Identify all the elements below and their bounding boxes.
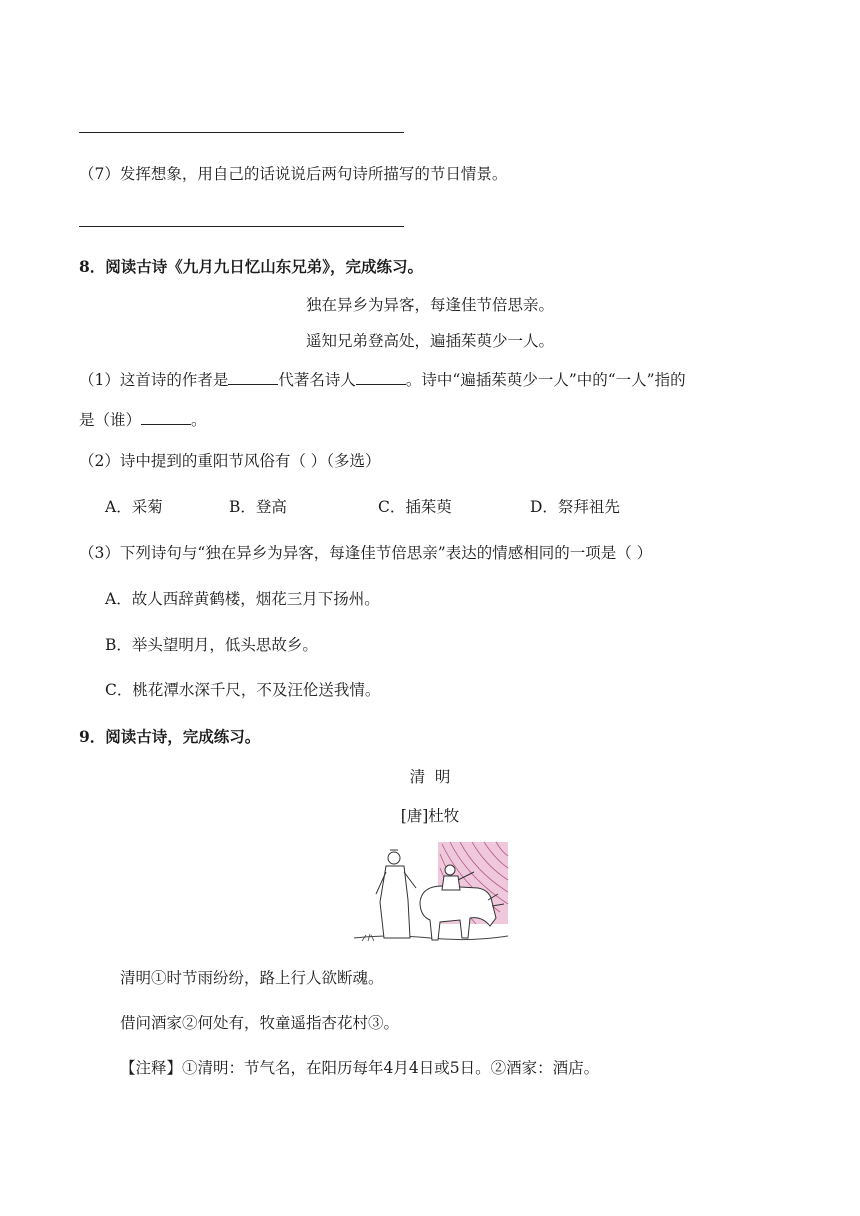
fill-blank[interactable] [356, 370, 406, 385]
option[interactable]: B．举头望明月，低头思故乡。 [105, 636, 318, 654]
answer-line [79, 226, 404, 227]
poem-line: 遥知兄弟登高处，遍插茱萸少一人。 [305, 332, 554, 350]
option[interactable]: A．故人西辞黄鹤楼，烟花三月下扬州。 [105, 590, 380, 608]
sub1-text: 是（谁） [79, 411, 142, 429]
question-8-sub1 [79, 370, 686, 390]
option[interactable]: B．登高 [229, 498, 287, 516]
poem-line: 借问酒家②何处有，牧童遥指杏花村③。 [120, 1014, 400, 1032]
annotation: 【注释】①清明：节气名，在阳历每年4月4日或5日。②酒家：酒店。 [120, 1059, 600, 1077]
sub1-text: 。诗中“遍插茱萸少一人”中的“一人”指的 [405, 371, 686, 389]
option[interactable]: C．插茱萸 [378, 498, 452, 516]
poem-line: 独在异乡为异客，每逢佳节倍思亲。 [305, 296, 554, 314]
option[interactable]: D．祭拜祖先 [530, 498, 620, 516]
poem-illustration [350, 842, 512, 952]
poem-line: 清明①时节雨纷纷，路上行人欲断魂。 [120, 969, 384, 987]
fill-blank[interactable] [141, 410, 191, 425]
poem-title: 清 明 [409, 768, 451, 786]
question-8-sub1-cont [79, 410, 207, 430]
poem-author: [唐]杜牧 [400, 807, 460, 825]
sub1-text: （1）这首诗的作者是 [79, 371, 229, 389]
sub1-text: 。 [191, 411, 207, 429]
question-8-sub3: （3）下列诗句与“独在异乡为异客，每逢佳节倍思亲”表达的情感相同的一项是（ ） [79, 544, 653, 562]
option[interactable]: C．桃花潭水深千尺，不及汪伦送我情。 [105, 681, 381, 699]
sub1-text: 代著名诗人 [278, 371, 356, 389]
question-8-title: 8．阅读古诗《九月九日忆山东兄弟》，完成练习。 [79, 257, 424, 276]
fill-blank[interactable] [228, 370, 278, 385]
question-8-sub2: （2）诗中提到的重阳节风俗有（ ）（多选） [79, 452, 381, 470]
answer-line [79, 132, 404, 133]
question-9-title: 9．阅读古诗，完成练习。 [79, 727, 261, 746]
option[interactable]: A．采菊 [105, 498, 163, 516]
question-7-text: （7）发挥想象，用自己的话说说后两句诗所描写的节日情景。 [79, 165, 508, 183]
